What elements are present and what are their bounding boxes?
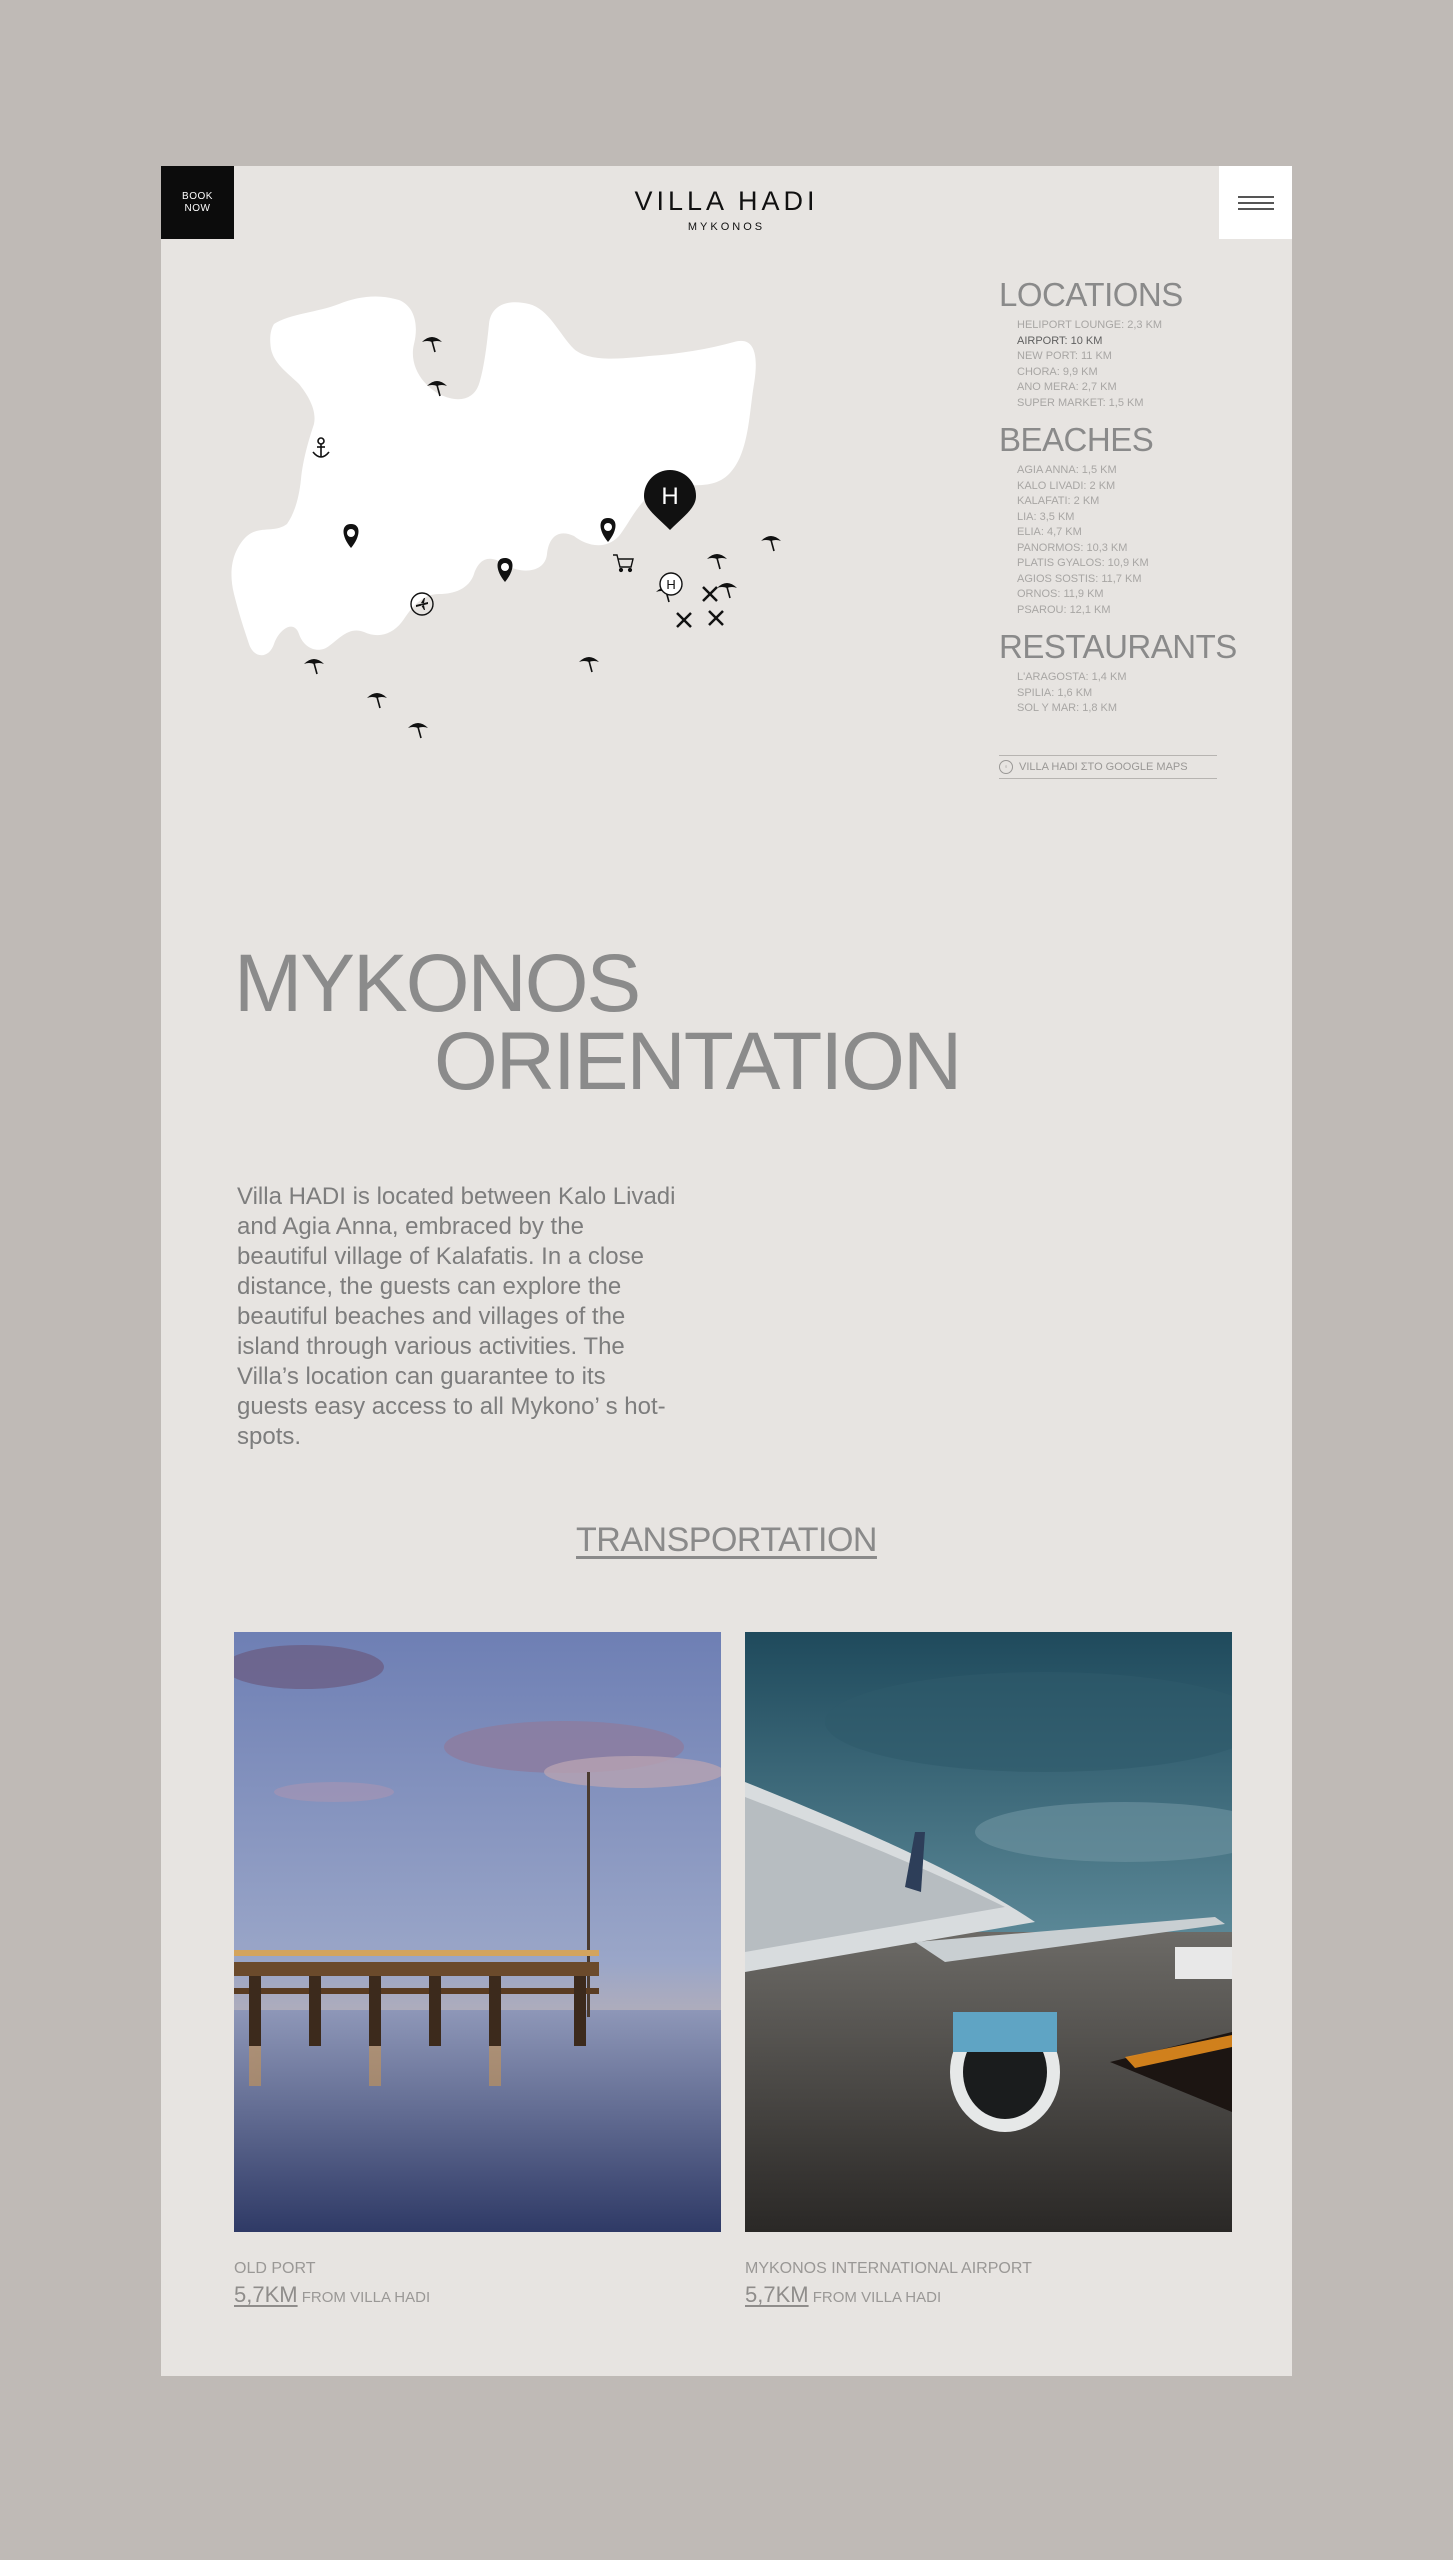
list-item[interactable]: HELIPORT LOUNGE: 2,3 KM [1017, 319, 1163, 331]
list-item[interactable]: NEW PORT: 11 KM [1017, 350, 1112, 362]
hamburger-menu-button[interactable] [1219, 166, 1292, 239]
intro-paragraph: Villa HADI is located between Kalo Livadi and Agia Anna, embraced by the beautiful village of Kalafatis. In a close distance, the guests can explore the beautiful beaches and villages of the island through various activities. The Villa’s location can guarantee to its guests easy access to all Mykono’ s hot-spots. [237, 1183, 676, 1450]
island-map-svg [229, 274, 859, 814]
beaches-heading: BEACHES [999, 421, 1154, 458]
transport-card-old-port[interactable] [234, 1632, 721, 2308]
list-item[interactable]: PANORMOS: 10,3 KM [1017, 541, 1128, 554]
google-maps-link[interactable] [999, 755, 1217, 779]
transport-card-airport[interactable] [745, 1632, 1232, 2308]
google-maps-link-label: VILLA HADI ΣΤΟ GOOGLE MAPS [1019, 760, 1188, 773]
helipad-marker-label: H [666, 577, 676, 592]
list-item[interactable]: SUPER MARKET: 1,5 KM [1017, 396, 1144, 409]
card-distance [745, 2282, 1232, 2308]
card-distance [234, 2282, 721, 2308]
locations-heading: LOCATIONS [999, 276, 1183, 313]
list-item[interactable]: AGIOS SOSTIS: 11,7 KM [1017, 572, 1142, 585]
list-item[interactable]: ELIA: 4,7 KM [1017, 526, 1082, 538]
menu-line-icon [1238, 196, 1274, 198]
list-item[interactable]: ANO MERA: 2,7 KM [1017, 381, 1117, 393]
old-port-photo [234, 1632, 721, 2232]
book-now-button[interactable]: BOOK NOW [161, 166, 234, 239]
list-item[interactable]: KALO LIVADI: 2 KM [1017, 479, 1116, 492]
card-caption: OLD PORT [234, 2260, 316, 2277]
list-item[interactable]: ORNOS: 11,9 KM [1017, 588, 1104, 600]
list-item[interactable]: KALAFATI: 2 KM [1017, 495, 1100, 507]
page-container [161, 166, 1292, 2376]
menu-line-icon [1238, 208, 1274, 210]
restaurants-heading: RESTAURANTS [999, 628, 1237, 665]
villa-marker-label: H [661, 483, 679, 510]
logo[interactable] [161, 186, 1292, 233]
list-item[interactable]: SOL Y MAR: 1,8 KM [1017, 702, 1118, 714]
menu-line-icon [1238, 202, 1274, 204]
list-item[interactable]: L'ARAGOSTA: 1,4 KM [1017, 671, 1127, 683]
logo-title: VILLA HADI [634, 186, 819, 216]
card-caption: MYKONOS INTERNATIONAL AIRPORT [745, 2260, 1032, 2277]
list-item[interactable]: PSAROU: 12,1 KM [1017, 603, 1111, 616]
beaches-list [1017, 463, 1269, 618]
distance-value[interactable]: 5,7KM [234, 2282, 298, 2307]
distance-suffix: FROM VILLA HADI [812, 2289, 942, 2306]
map-pin-icon: ◦ [999, 760, 1013, 774]
page-title-line-2: ORIENTATION [434, 1016, 961, 1107]
list-item[interactable]: AGIA ANNA: 1,5 KM [1017, 464, 1117, 476]
list-item[interactable]: SPILIA: 1,6 KM [1017, 686, 1093, 699]
list-item[interactable]: PLATIS GYALOS: 10,9 KM [1017, 557, 1149, 569]
restaurants-list [1017, 670, 1269, 717]
distance-value[interactable]: 5,7KM [745, 2282, 809, 2307]
transportation-section-title [161, 1521, 1292, 1560]
page-title [234, 938, 961, 1107]
airport-photo [745, 1632, 1232, 2232]
list-item[interactable]: CHORA: 9,9 KM [1017, 365, 1098, 378]
distance-suffix: FROM VILLA HADI [301, 2289, 431, 2306]
locations-list [1017, 318, 1269, 411]
logo-subtitle: MYKONOS [687, 221, 766, 233]
list-item[interactable]: LIA: 3,5 KM [1017, 510, 1075, 523]
transportation-link[interactable]: TRANSPORTATION [576, 1521, 877, 1559]
island-map [229, 274, 859, 814]
list-item[interactable]: AIRPORT: 10 KM [1017, 334, 1103, 347]
page-title-line-1: MYKONOS [234, 938, 640, 1029]
map-legend [999, 276, 1269, 779]
